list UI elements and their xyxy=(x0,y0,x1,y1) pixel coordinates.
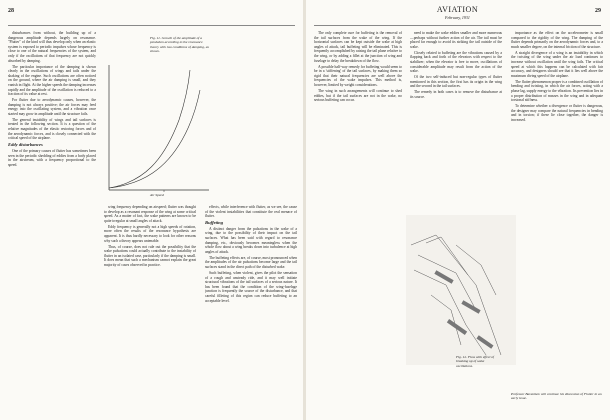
section-heading-eddy-disturbances: Eddy disturbances xyxy=(8,141,43,147)
left-page-number: 28 xyxy=(8,8,14,14)
right-column-1 xyxy=(314,31,402,414)
figure-background xyxy=(406,215,516,365)
paragraph: Of the two self-induced but non-regular types of flutter mentioned in this section, the first has its origin in the wing and the second in the tail surfaces. xyxy=(410,75,502,89)
right-column-3 xyxy=(511,31,603,389)
paragraph: need to make the wake eddies smaller and more numerous—perhaps without further action of the air. The tail must be placed far enough to avoid its striking the tail outside of the wake. xyxy=(410,31,502,49)
left-column-3 xyxy=(205,205,297,414)
paragraph: The only complete cure for buffeting is the removal of the tail surfaces from the wake of the wing. If the horizontal surfaces can be kept outside the wake at high angles of attack, tail buffeting will be eliminated. This is frequently accomplished by raising the tail plane relative to the wing, or by adding a fillet at the junction of wing and fuselage to delay the breakdown of the flow. xyxy=(314,31,402,63)
paragraph: Closely related to buffeting are the vibrations caused by a flapping back and forth of the elevators with respect to the stabilizer; when the elevator is free to move, oscillations of considerable amplitude may result from the action of the wake. xyxy=(410,50,502,74)
paragraph: Such buffeting, when violent, gives the pilot the sensation of a rough and unsteady ride, and it may well initiate structural vibrations of the tail surfaces of a serious nature. It has been found that the condition of the wing-fuselage junction is frequently the source of the disturbance, and that careful filleting of this region can reduce buffeting to an acceptable level. xyxy=(205,271,297,303)
right-page-header xyxy=(314,5,601,26)
paragraph: The general instability of wings and tail surfaces is treated in the following section. It is a question of the relative magnitudes of the elastic restoring forces and of the aerodynamic forces, and is closely connected with the critical speed of the airplane. xyxy=(8,117,96,141)
continuation-footnote: Professor Baranikov will continue his discussion of Flutter in an early issue. xyxy=(511,392,602,401)
paragraph: The buffeting effects are, of course, most pronounced when the amplitudes of the air pulsations become large and the tail surfaces stand in the direct path of the disturbed wake. xyxy=(205,255,297,270)
figure-12-caption: Fig. 12. Flow with effect of breaking up of wake oscillations. xyxy=(456,355,495,368)
paragraph: A distinct danger from the pulsations in the wake of a wing, due to the possibility of their impact on the tail surfaces. What has been said with regard to resonance damping, etc., obviously becomes meaningless when the whole flow about a wing breaks down into turbulence at high angles of attack. xyxy=(205,226,297,254)
paragraph: A straight divergence of a wing is an instability in which the twisting of the wing under the air load continues to increase without oscillation until the wing fails. The critical speed at which this happens can be calculated with fair accuracy, and designers should see that it lies well above the maximum diving speed of the airplane. xyxy=(511,50,603,78)
paragraph: The wing in such arrangements will continue to shed eddies, but if the tail surfaces are not in the wake, no serious buffeting can occur. xyxy=(314,88,402,103)
paragraph: To determine whether a divergence or flutter is dangerous, the designer may compare the natural frequencies in bending and in torsion; if these lie close together, the danger is increased. xyxy=(511,104,603,122)
curve-b xyxy=(109,90,200,188)
left-column-1 xyxy=(8,31,96,414)
left-column-2 xyxy=(104,205,196,414)
paragraph: disturbances from without, the building up of a dangerous amplitude depends largely on resonance. "Flutter" of the kind will thus develop only when an elastic system is exposed to periodic impulses whose frequency is close to one of the natural frequencies of the system, and only if the oscillations of that frequency are not quickly absorbed by damping. xyxy=(8,31,96,63)
chart-x-label: Air Speed xyxy=(150,193,164,197)
figure-11-caption: Fig. 11. Growth of the amplitude of a pendulum according to the resonance theory with two conditions of damping, as shown. xyxy=(150,36,209,53)
masthead-title: AVIATION xyxy=(436,5,479,14)
right-page xyxy=(306,0,609,420)
resonance-chart-figure xyxy=(104,60,214,200)
paragraph: effects, while interference with flutter, as we see, the cause of the violent instabilities that constitute the real menace of flutter. xyxy=(205,205,297,219)
curve-a xyxy=(109,70,190,188)
paragraph: One of the primary causes of flutter has sometimes been seen in the periodic shedding of eddies from a body placed in the airstream, with a frequency proportional to the speed. xyxy=(8,148,96,167)
section-heading-buffeting: Buffeting xyxy=(205,219,224,225)
paragraph: For flutter due to aerodynamic causes, however, the damping is not always positive; the air forces may feed energy into the oscillating system, and a vibration once started may grow in amplitude until the structure fails. xyxy=(8,98,96,116)
wake-flow-figure xyxy=(406,215,516,365)
right-column-2 xyxy=(410,31,502,211)
issue-date: February, 1931 xyxy=(445,15,470,20)
left-page xyxy=(0,0,303,420)
paragraph: The flutter phenomenon proper is a combined oscillation of bending and twisting, in which the air forces, acting with a phase lag, supply energy to the vibration. Its prevention lies in a proper distribution of masses in the wing and in adequate torsional stiffness. xyxy=(511,79,603,103)
paragraph: wing frequency depending on airspeed; flutter was thought to develop as a resonant response of the wing at some critical speed. As a matter of fact, the wake patterns are known to be quite irregular at small angles of attack. xyxy=(104,205,196,223)
left-page-header xyxy=(8,5,295,26)
paragraph: Thus, of course, does not rule out the possibility that the wake pulsations could actually contribute to the instability of flutter in an isolated case, particularly if the damping is small. It does mean that such a mechanism cannot explain the great majority of cases observed in practice. xyxy=(104,244,196,267)
paragraph: The particular importance of the damping is shown clearly in the oscillations of wings and tails under the shaking of the engine. Such oscillations are often noticed on the ground, where the air damping is small, and they vanish in flight. At the higher speeds the damping increases rapidly and the amplitude of the oscillation is reduced to a fraction of its value at rest. xyxy=(8,64,96,97)
paragraph: The remedy in both cases is to remove the disturbance at its source. xyxy=(410,90,502,99)
right-page-number: 29 xyxy=(595,8,601,14)
paragraph: importance as the effect on the accelerometer is small compared to the rigidity of the wing. The damping of the flutter depends primarily on the aerodynamic forces and, to a much smaller degree, on the internal friction of the structure. xyxy=(511,31,603,49)
paragraph: A possible half-way remedy for buffeting would seem to be in a 'stiffening' of the tail surfaces, by making them so rigid that their natural frequencies are well above the frequencies of the wake impulses. This method is, however, limited by weight considerations. xyxy=(314,64,402,87)
paragraph: Eddy frequency is generally not a high speeds of rotation, more often the results of the resonance hypothesis are apparent. It is thus hardly necessary to look for other reasons why such a theory appears untenable. xyxy=(104,224,196,243)
